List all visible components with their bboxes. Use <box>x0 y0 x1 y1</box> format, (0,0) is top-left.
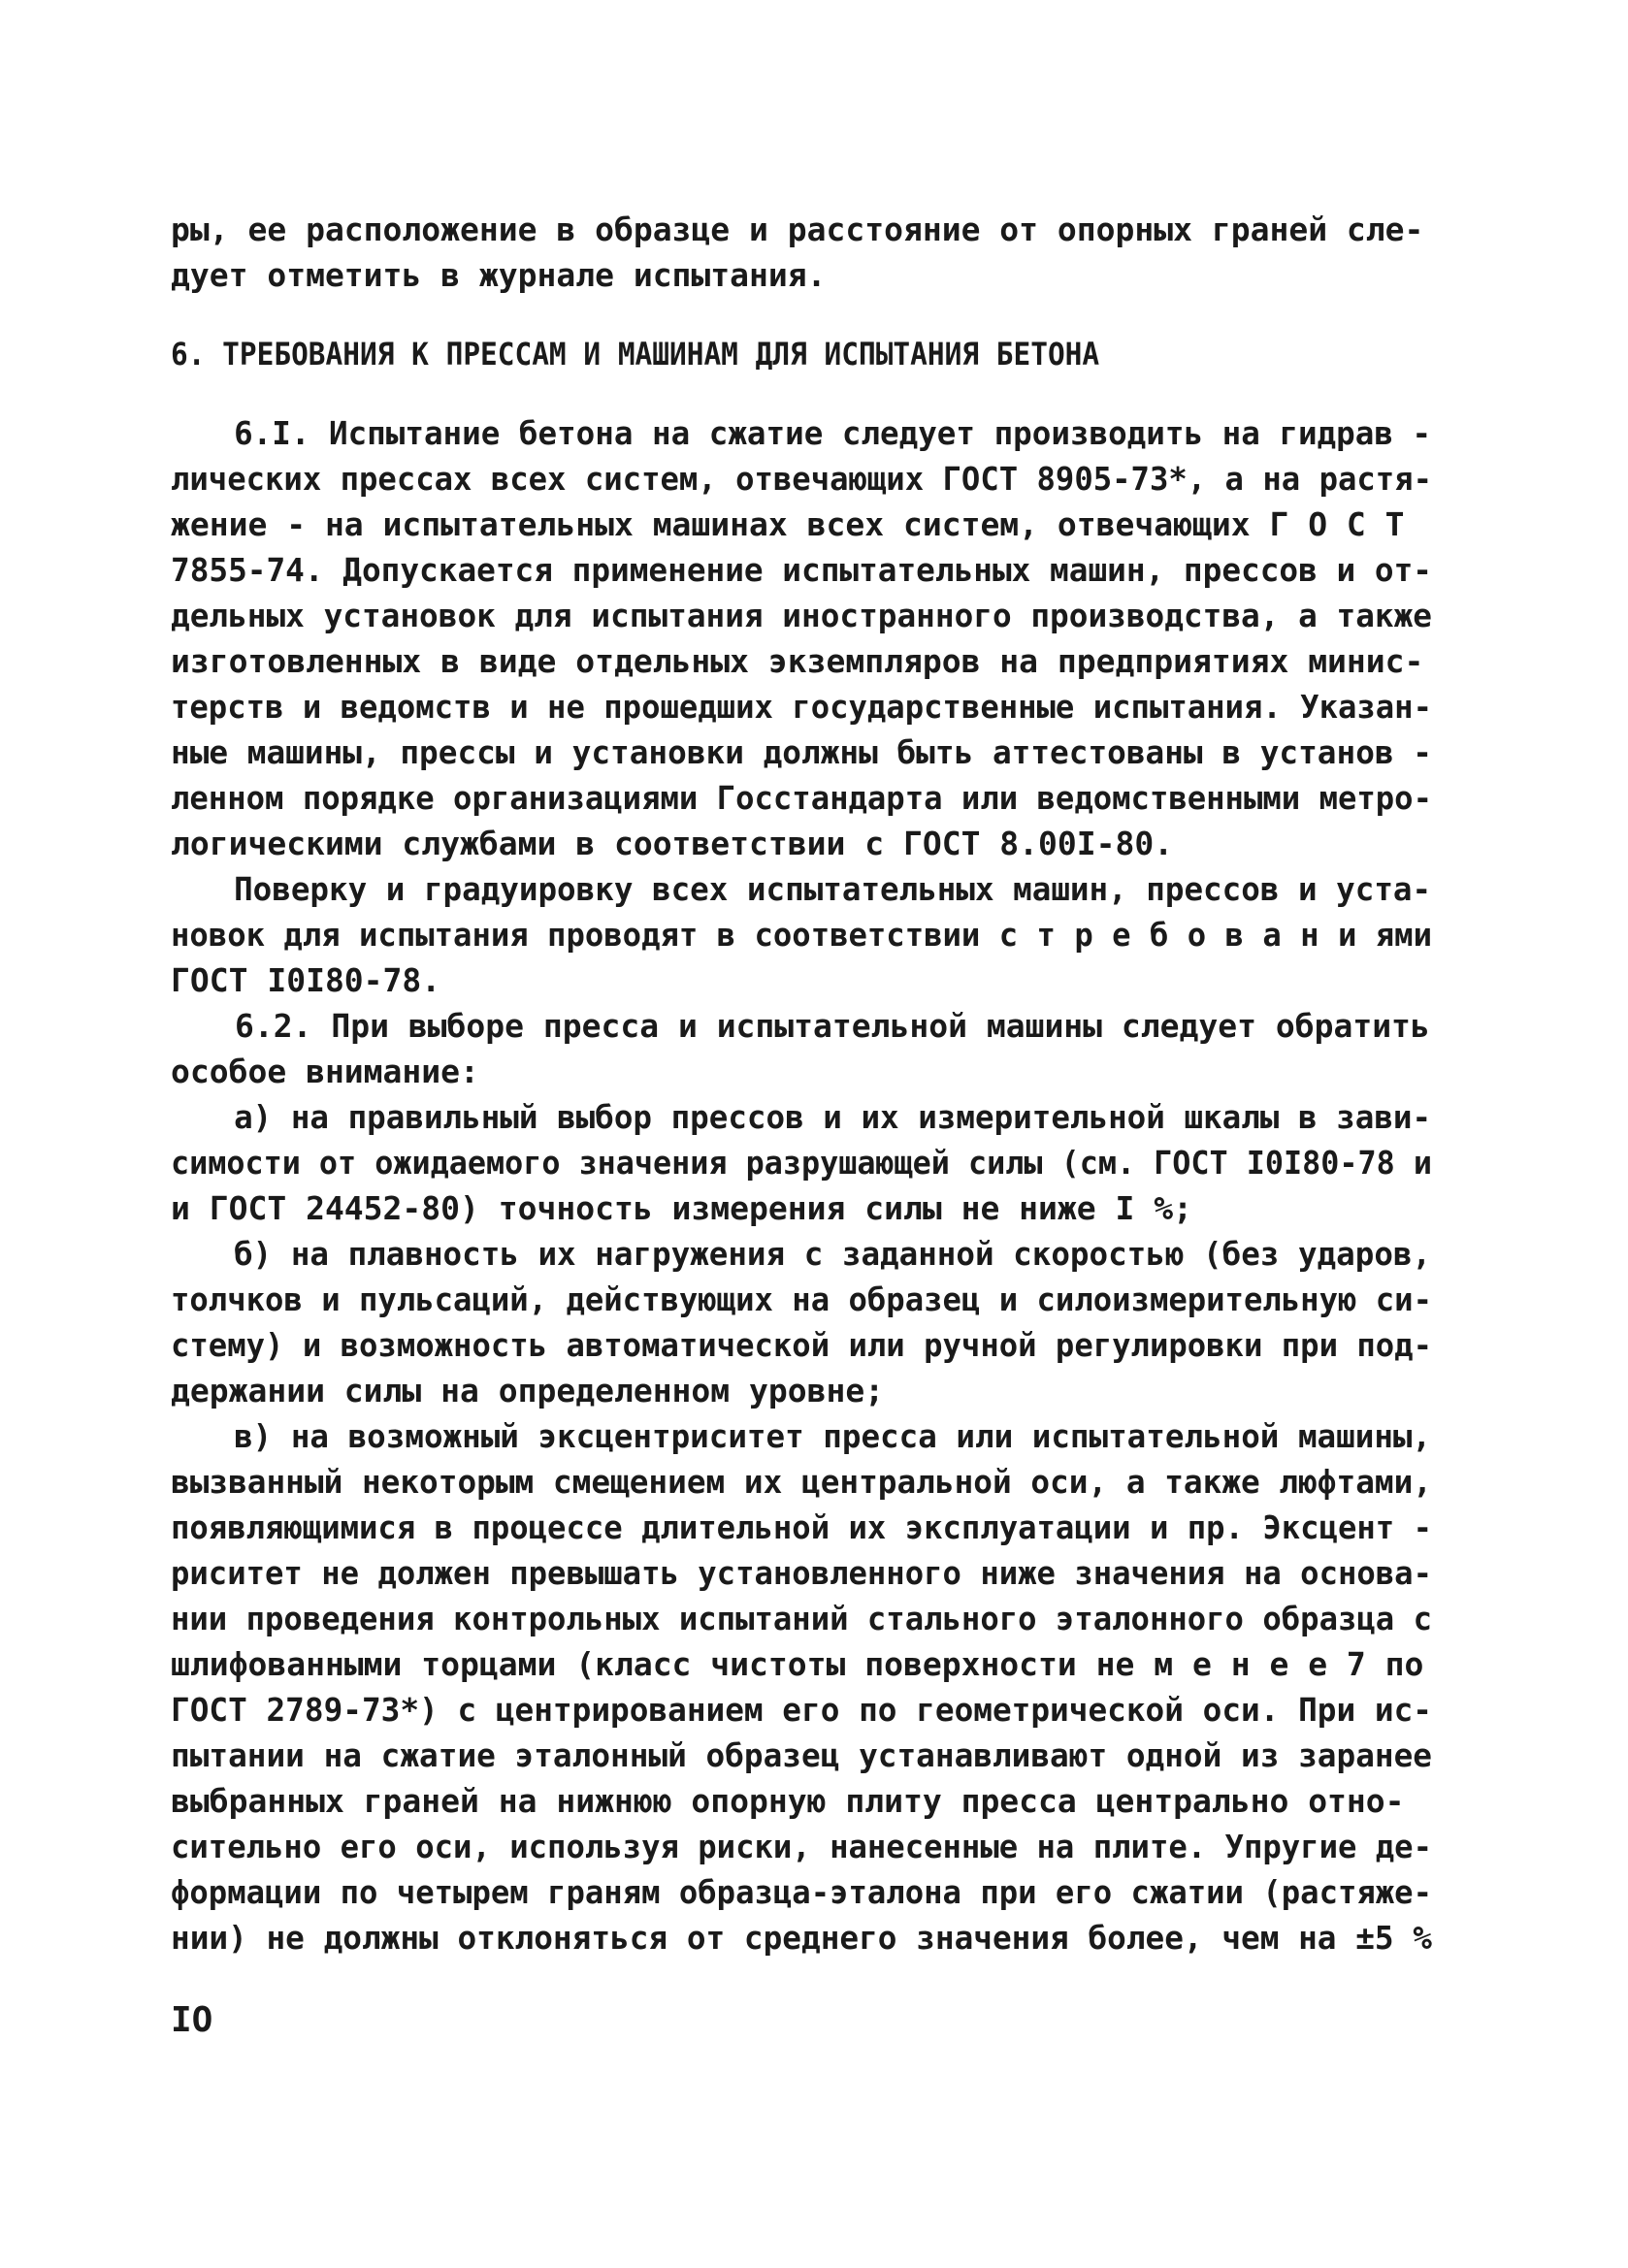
text-line: нии) не должны отклоняться от среднего значения более, чем на ±5 % <box>171 1919 1433 1957</box>
text-line: ГОСТ I0I80-78. <box>171 961 441 999</box>
text-line: Поверку и градуировку всех испытательных машин, прессов и уста- <box>234 870 1432 908</box>
text-line: держании силы на определенном уровне; <box>171 1372 885 1409</box>
text-line: и ГОСТ 24452-80) точность измерения силы не ниже I %; <box>171 1189 1192 1227</box>
text-line: появляющимися в процессе длительной их эксплуатации и пр. Эксцент - <box>171 1508 1432 1546</box>
text-line: новок для испытания проводят в соответствии с т р е б о в а н и ями <box>171 916 1432 954</box>
text-line: 7855-74. Допускается применение испытательных машин, прессов и от- <box>171 551 1433 589</box>
text-line: ры, ее расположение в образце и расстояние от опорных граней сле- <box>171 211 1424 248</box>
text-line: логическими службами в соответствии с ГОСТ 8.00I-80. <box>171 825 1174 862</box>
text-line: толчков и пульсаций, действующих на образец и силоизмерительную си- <box>171 1280 1432 1318</box>
text-line: терств и ведомств и не прошедших государственные испытания. Указан- <box>171 688 1432 726</box>
text-line: 6.2. При выборе пресса и испытательной машины следует обратить <box>235 1007 1430 1045</box>
text-line: б) на плавность их нагружения с заданной скоростью (без ударов, <box>234 1235 1432 1273</box>
page-number: IO <box>171 2000 213 2040</box>
text-line: лических прессах всех систем, отвечающих ГОСТ 8905-73*, а на растя- <box>171 460 1432 498</box>
text-line: жение - на испытательных машинах всех систем, отвечающих Г О С Т <box>171 505 1405 543</box>
text-line: формации по четырем граням образца-эталона при его сжатии (растяже- <box>171 1873 1432 1911</box>
text-line: симости от ожидаемого значения разрушающей силы (см. ГОСТ I0I80-78 и <box>171 1144 1432 1182</box>
text-line: нии проведения контрольных испытаний стального эталонного образца с <box>171 1600 1432 1637</box>
text-line: ленном порядке организациями Госстандарта или ведомственными метро- <box>171 779 1432 817</box>
text-line: вызванный некоторым смещением их центральной оси, а также люфтами, <box>171 1463 1433 1501</box>
text-line: особое внимание: <box>171 1053 479 1090</box>
text-line: ГОСТ 2789-73*) с центрированием его по геометрической оси. При ис- <box>171 1691 1433 1729</box>
text-line: дельных установок для испытания иностранного производства, а также <box>171 597 1433 634</box>
text-line: шлифованными торцами (класс чистоты поверхности не м е н е е 7 по <box>171 1645 1424 1683</box>
text-line: изготовленных в виде отдельных экземпляров на предприятиях минис- <box>171 642 1424 680</box>
text-line: 6.I. Испытание бетона на сжатие следует производить на гидрав - <box>234 414 1432 452</box>
text-line: в) на возможный эксцентриситет пресса или испытательной машины, <box>234 1417 1432 1455</box>
section-heading: 6. ТРЕБОВАНИЯ К ПРЕССАМ И МАШИНАМ ДЛЯ ИСПЫТАНИЯ БЕТОНА <box>171 336 1100 373</box>
text-line: а) на правильный выбор прессов и их измерительной шкалы в зави- <box>234 1098 1432 1136</box>
text-line: дует отметить в журнале испытания. <box>171 256 827 294</box>
text-line: сительно его оси, используя риски, нанесенные на плите. Упругие де- <box>171 1828 1432 1865</box>
text-line: пытании на сжатие эталонный образец устанавливают одной из заранее <box>171 1736 1433 1774</box>
text-line: риситет не должен превышать установленного ниже значения на основа- <box>171 1554 1432 1592</box>
text-line: выбранных граней на нижнюю опорную плиту пресса центрально отно- <box>171 1782 1405 1820</box>
text-line: стему) и возможность автоматической или ручной регулировки при под- <box>171 1326 1432 1364</box>
text-line: ные машины, прессы и установки должны быть аттестованы в установ - <box>171 733 1433 771</box>
